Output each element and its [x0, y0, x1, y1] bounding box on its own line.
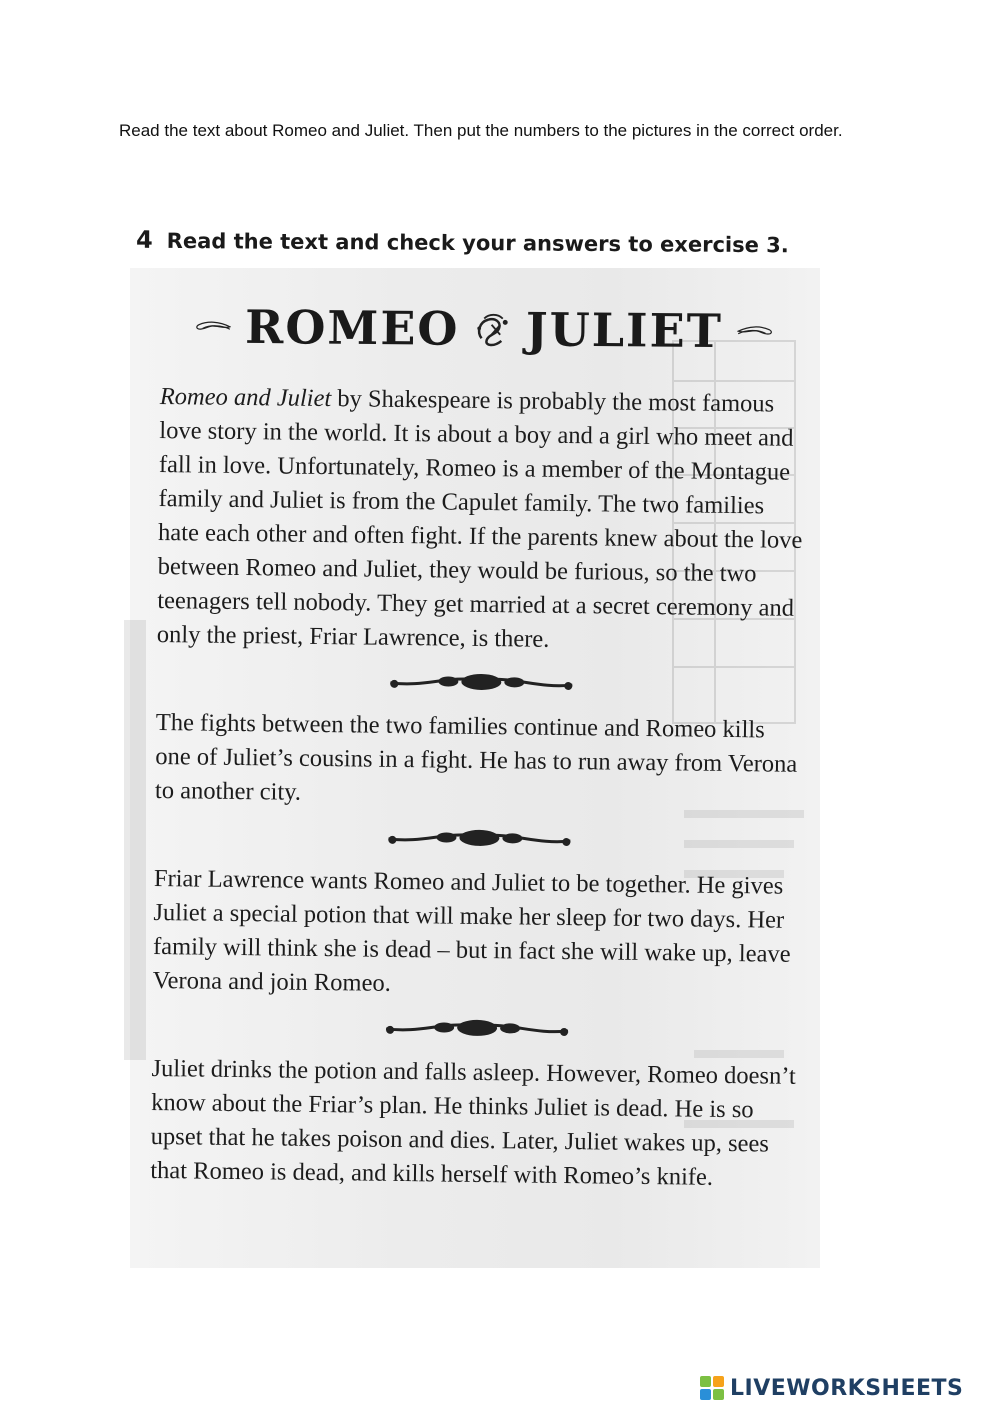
- title-juliet: JULIET: [525, 302, 724, 359]
- left-swash-ornament: [194, 313, 231, 339]
- story-paragraph-4: Juliet drinks the potion and falls asleep. However, Romeo doesn’t know about the Friar’s plan. He thinks Juliet is dead. He is so upset that he takes poison and dies. Later, Juliet wakes up, sees that Romeo is dead, and kills herself with Romeo’s knife.: [150, 1054, 797, 1191]
- exercise-heading-text: Read the text and check your answers to exercise 3.: [166, 228, 789, 258]
- instructions-text: Read the text about Romeo and Juliet. Then put the numbers to the pictures in the correct order.: [119, 121, 843, 140]
- paragraph-1-text: by Shakespeare is probably the most famous love story in the world. It is about a boy and a girl who meet and fall in love. Unfortunately, Romeo is a member of the Montague family and Juliet is from the Capulet family. The two families hate each other and often fight. If the parents knew about the love between Romeo and Juliet, they would be furious, so the two teenagers tell nobody. They get married at a secret ceremony and only the priest, Friar Lawrence, is there.: [156, 385, 803, 653]
- play-title-italic: Romeo and Juliet: [159, 382, 332, 413]
- right-swash-ornament: [737, 318, 774, 344]
- ornamental-divider: [386, 669, 576, 697]
- liveworksheets-logo-icon: [700, 1376, 724, 1400]
- story-paragraph-1: [157, 380, 810, 660]
- story-paragraph-2: The fights between the two families continue and Romeo kills one of Juliet’s cousins in a fight. He has to run away from Verona to another city.: [154, 708, 798, 806]
- story-paragraph-3: Friar Lawrence wants Romeo and Juliet to be together. He gives Juliet a special potion that will make her sleep for two days. Her family will think she is dead – but in fact she will wake up, leave Verona and join Romeo.: [152, 864, 791, 997]
- story-body: [150, 380, 810, 1196]
- story-title: [194, 291, 775, 366]
- exercise-number: 4: [135, 225, 153, 254]
- scanned-page: [124, 220, 824, 1250]
- ghost-line: [124, 620, 146, 1060]
- ampersand-ornament: [473, 298, 512, 360]
- brand-name: LIVEWORKSHEETS: [730, 1375, 964, 1401]
- liveworksheets-brand: [700, 1375, 963, 1401]
- title-romeo: ROMEO: [244, 299, 460, 356]
- ornamental-divider: [384, 825, 574, 853]
- exercise-heading: [136, 226, 796, 259]
- ornamental-divider: [382, 1015, 572, 1043]
